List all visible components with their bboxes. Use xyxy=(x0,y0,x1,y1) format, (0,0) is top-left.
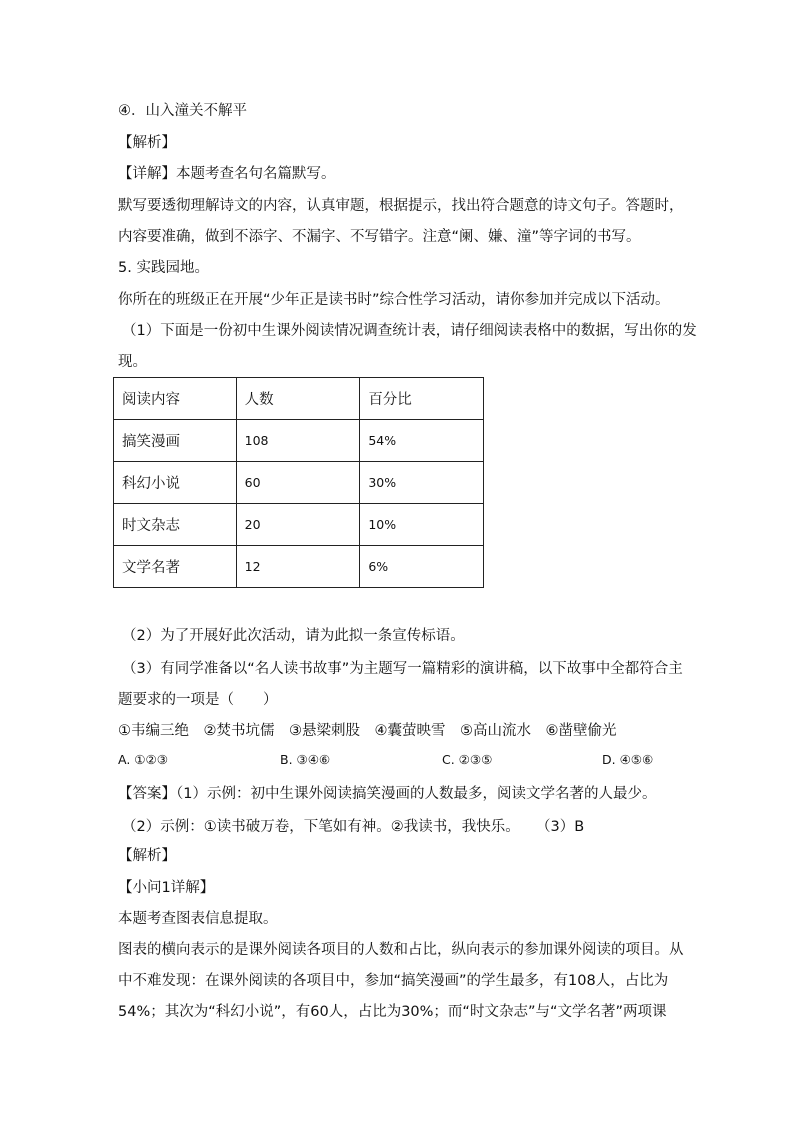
paragraph-line: 54%；其次为“科幻小说”，有60人，占比为30%；而“时文杂志”与“文学名著”两项课 xyxy=(118,1004,667,1020)
answer-options xyxy=(118,752,678,772)
table-row xyxy=(114,504,484,546)
subquestion-1: （1）下面是一份初中生课外阅读情况调查统计表，请仔细阅读表格中的数据，写出你的发 xyxy=(122,323,697,339)
option-b: B. ③④⑥ xyxy=(280,752,331,767)
paragraph-line: 本题考查图表信息提取。 xyxy=(118,911,278,927)
table-cell: 108 xyxy=(236,420,360,462)
table-cell: 科幻小说 xyxy=(114,462,237,504)
answer-3: （3）B xyxy=(536,819,585,835)
paragraph-line: 中不难发现：在课外阅读的各项目中，参加“搞笑漫画”的学生最多，有108人，占比为 xyxy=(118,973,669,989)
table-row xyxy=(114,420,484,462)
detail-explanation: 【详解】本题考查名句名篇默写。 xyxy=(118,166,336,182)
reading-survey-table xyxy=(113,377,484,588)
question-intro: 你所在的班级正在开展“少年正是读书时”综合性学习活动，请你参加并完成以下活动。 xyxy=(118,292,670,308)
table-cell: 搞笑漫画 xyxy=(114,420,237,462)
option-d: D. ④⑤⑥ xyxy=(602,752,654,767)
table-row xyxy=(114,546,484,588)
table-header-cell: 人数 xyxy=(236,378,360,420)
option-a: A. ①②③ xyxy=(118,752,168,767)
subquestion-2: （2）为了开展好此次活动，请为此拟一条宣传标语。 xyxy=(122,628,465,644)
subquestion-1-cont: 现。 xyxy=(118,354,147,370)
answer-heading: 【答案】（1）示例：初中生课外阅读搞笑漫画的人数最多，阅读文学名著的人最少。 xyxy=(118,786,657,802)
table-cell: 12 xyxy=(236,546,360,588)
paragraph-line: 内容要准确，做到不添字、不漏字、不写错字。注意“阑、嫌、潼”等字词的书写。 xyxy=(118,229,641,245)
table-cell: 文学名著 xyxy=(114,546,237,588)
table-cell: 30% xyxy=(360,462,484,504)
analysis-heading: 【解析】 xyxy=(118,135,176,151)
paragraph-line: 默写要透彻理解诗文的内容，认真审题，根据提示，找出符合题意的诗文句子。答题时， xyxy=(118,198,684,214)
option-c: C. ②③⑤ xyxy=(442,752,493,767)
table-cell: 10% xyxy=(360,504,484,546)
paragraph-line: 图表的横向表示的是课外阅读各项目的人数和占比，纵向表示的参加课外阅读的项目。从 xyxy=(118,942,684,958)
table-cell: 20 xyxy=(236,504,360,546)
table-cell: 6% xyxy=(360,546,484,588)
table-header-cell: 阅读内容 xyxy=(114,378,237,420)
question-number: 5. 实践园地。 xyxy=(118,260,209,276)
table-header-row xyxy=(114,378,484,420)
table-cell: 54% xyxy=(360,420,484,462)
answer-2: （2）示例：①读书破万卷，下笔如有神。②我读书，我快乐。 xyxy=(122,819,520,835)
story-list: ①韦编三绝 ②焚书坑儒 ③悬梁刺股 ④囊萤映雪 ⑤高山流水 ⑥凿壁偷光 xyxy=(118,723,617,739)
subquestion-1-detail-heading: 【小问1详解】 xyxy=(118,880,215,896)
subquestion-3-cont: 题要求的一项是（ ） xyxy=(118,692,278,708)
table-cell: 60 xyxy=(236,462,360,504)
answer-line-4: ④．山入潼关不解平 xyxy=(118,103,247,119)
table-header-cell: 百分比 xyxy=(360,378,484,420)
table-row xyxy=(114,462,484,504)
table-cell: 时文杂志 xyxy=(114,504,237,546)
analysis-heading: 【解析】 xyxy=(118,848,176,864)
subquestion-3: （3）有同学准备以“名人读书故事”为主题写一篇精彩的演讲稿，以下故事中全都符合主 xyxy=(122,661,683,677)
